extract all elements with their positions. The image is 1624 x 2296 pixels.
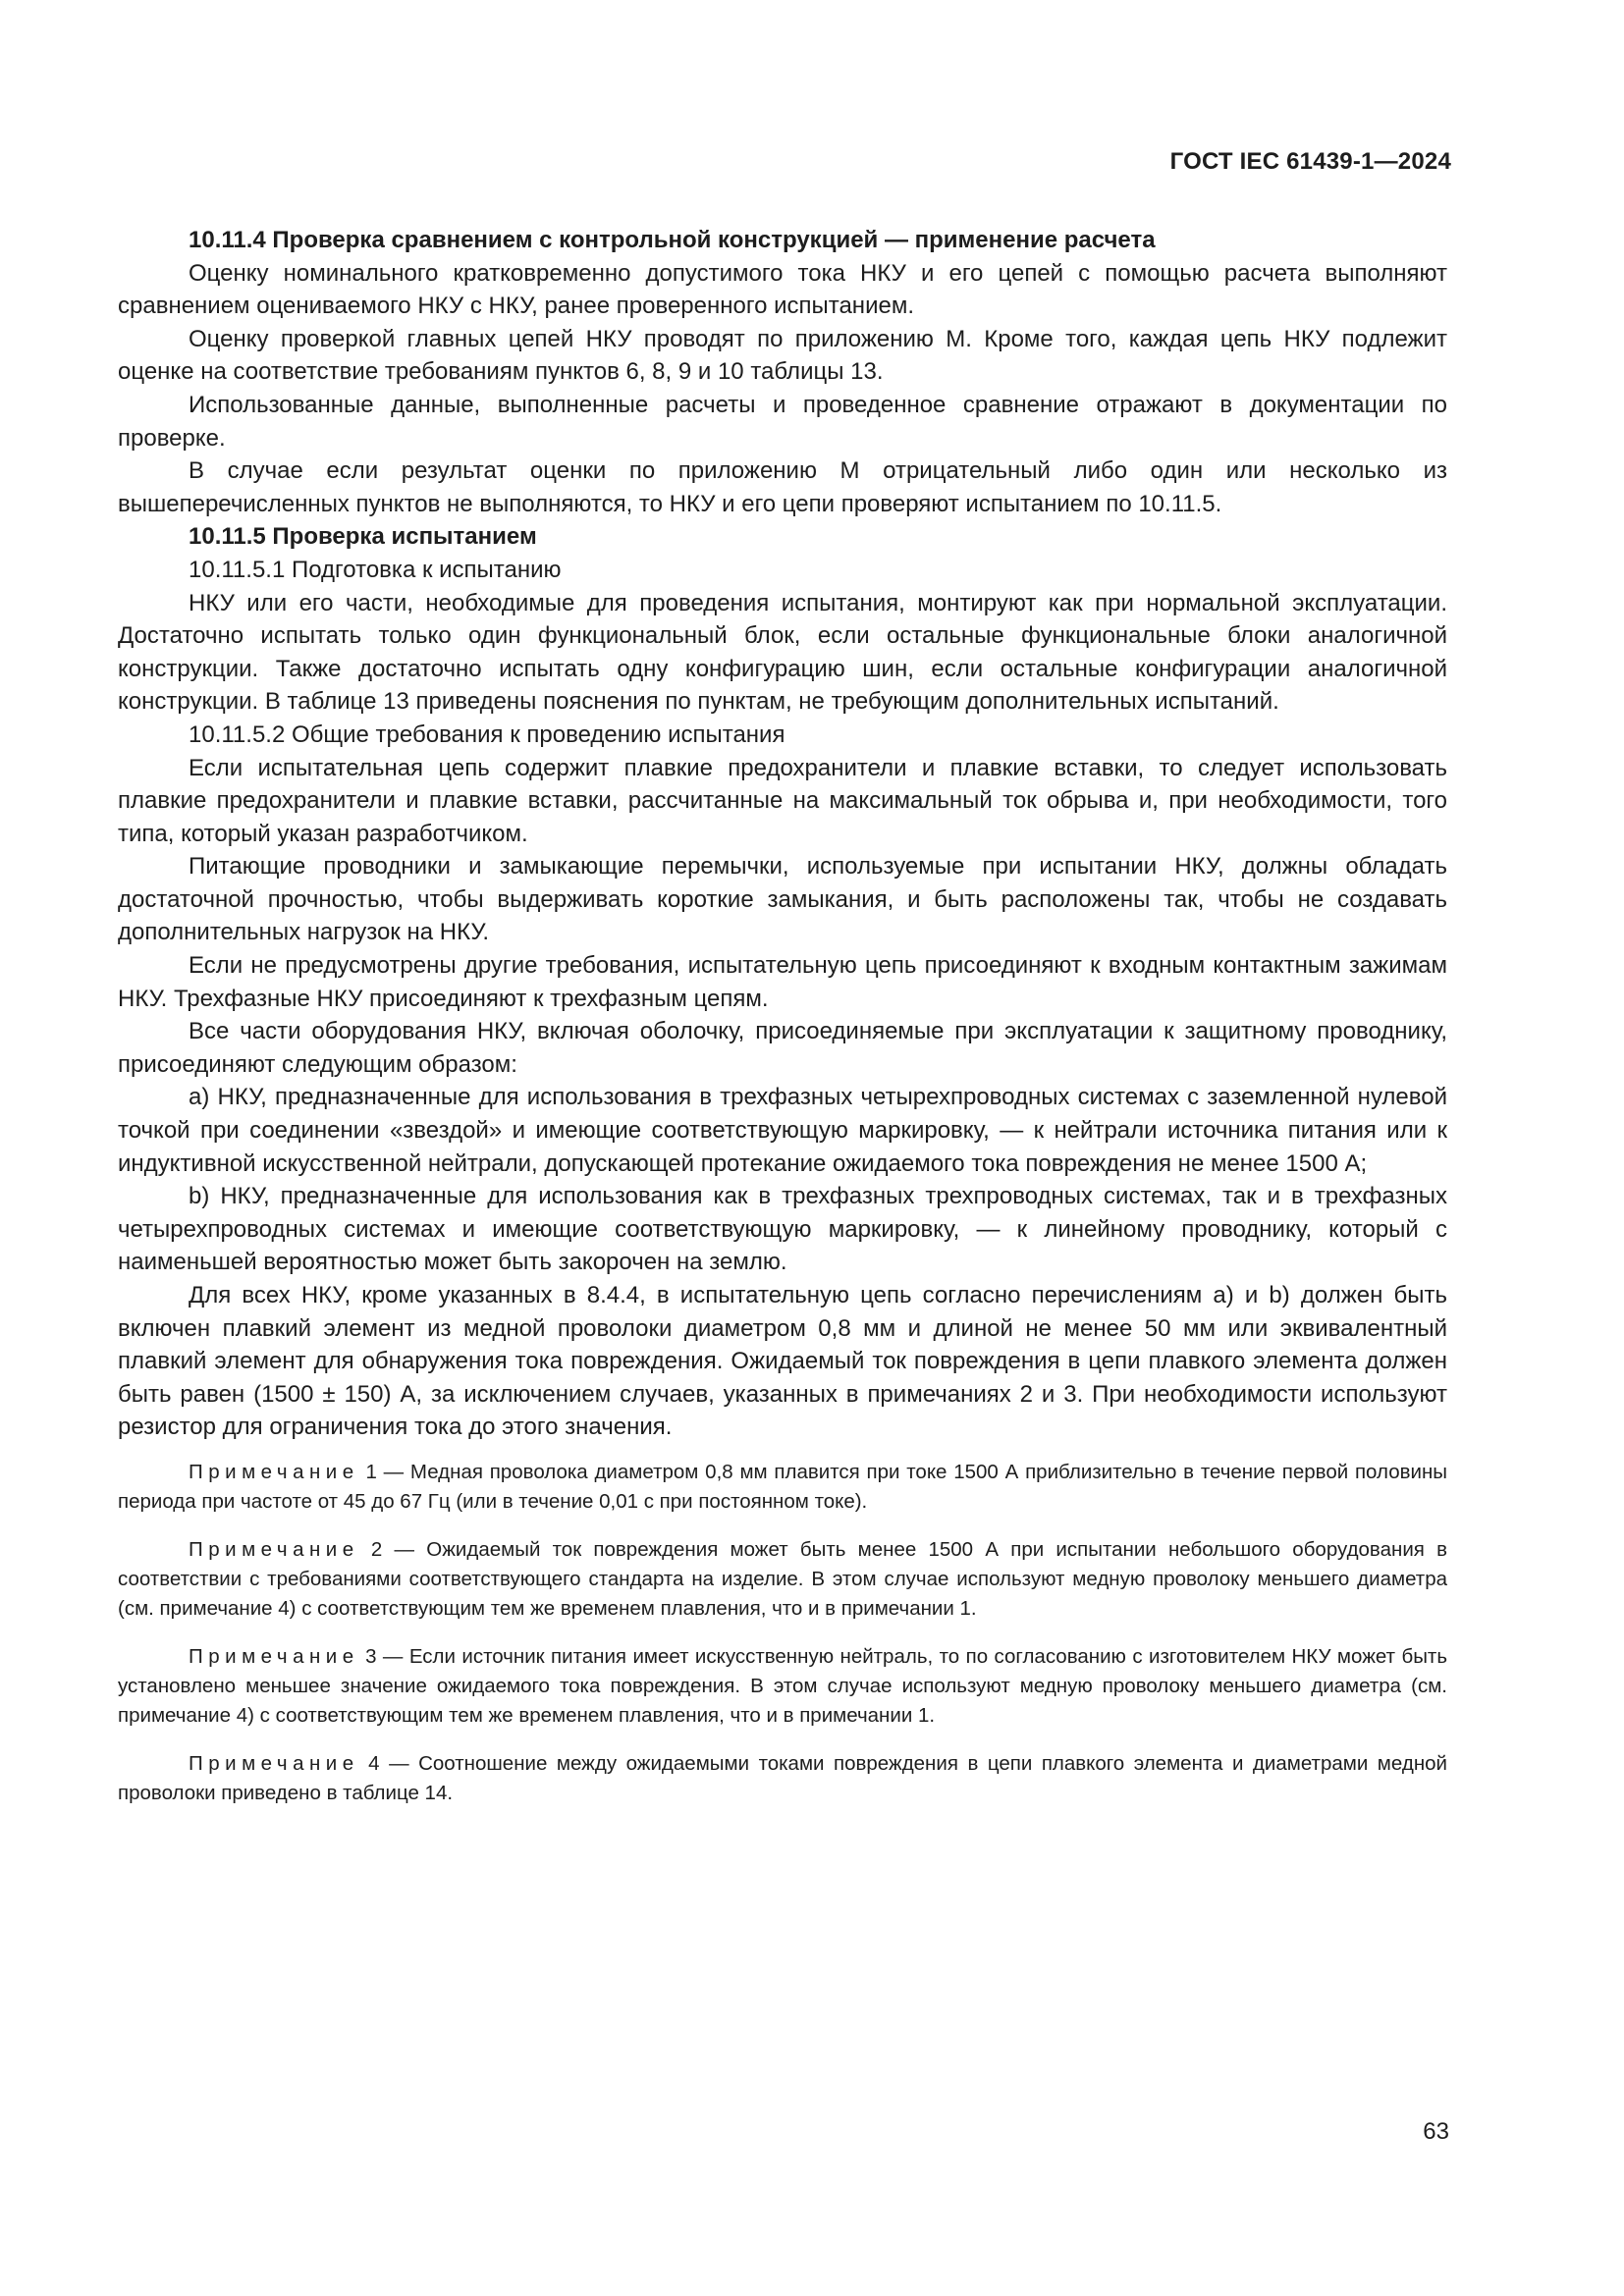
subsection-heading-10-11-5-2: 10.11.5.2 Общие требования к проведению испытания [189,721,785,748]
paragraph: Оценку номинального кратковременно допустимого тока НКУ и его цепей с помощью расчета выполняют сравнением оцениваемого НКУ с НКУ, ранее проверенного испытанием. [118,259,1447,320]
subsection-heading-10-11-5-1: 10.11.5.1 Подготовка к испытанию [189,556,562,583]
note-2 [118,1535,1447,1624]
paragraph: Использованные данные, выполненные расчеты и проведенное сравнение отражают в документации по проверке. [118,391,1447,452]
page-number: 63 [1423,2118,1449,2145]
note-1 [118,1458,1447,1517]
list-item-a: a) НКУ, предназначенные для использования в трехфазных четырехпроводных системах с заземленной нулевой точкой при соединении «звездой» и имеющие соответствующую маркировку, — к нейтрали источника питания или к индуктивной искусственной нейтрали, допускающей протекание ожидаемого тока повреждения не менее 1500 А; [118,1084,1447,1177]
section-heading-10-11-4: 10.11.4 Проверка сравнением с контрольной конструкцией — применение расчета [189,227,1156,253]
document-body [118,224,1447,1827]
note-4 [118,1749,1447,1808]
paragraph: Если не предусмотрены другие требования, испытательную цепь присоединяют к входным контактным зажимам НКУ. Трехфазные НКУ присоединяют к трехфазным цепям. [118,952,1447,1012]
note-label: Примечание [189,1644,359,1668]
note-3 [118,1642,1447,1731]
notes-block [118,1458,1447,1808]
paragraph: НКУ или его части, необходимые для проведения испытания, монтируют как при нормальной эксплуатации. Достаточно испытать только один функциональный блок, если остальные функциональные блоки аналогичной конструкции. Также достаточно испытать одну конфигурацию шин, если остальные конфигурации аналогичной конструкции. В таблице 13 приведены пояснения по пунктам, не требующим дополнительных испытаний. [118,589,1447,716]
note-text: 2 — Ожидаемый ток повреждения может быть менее 1500 А при испытании небольшого оборудования в соответствии с требованиями соответствующего стандарта на изделие. В этом случае используют медную проволоку меньшего диаметра (см. примечание 4) с соответствующим тем же временем плавления, что и в примечании 1. [118,1537,1447,1620]
paragraph: В случае если результат оценки по приложению М отрицательный либо один или несколько из вышеперечисленных пунктов не выполняются, то НКУ и его цепи проверяют испытанием по 10.11.5. [118,457,1447,517]
note-text: 4 — Соотношение между ожидаемыми токами повреждения в цепи плавкого элемента и диаметрами медной проволоки приведено в таблице 14. [118,1751,1447,1804]
paragraph: Питающие проводники и замыкающие перемычки, используемые при испытании НКУ, должны обладать достаточной прочностью, чтобы выдерживать короткие замыкания, и быть расположены так, чтобы не создавать дополнительных нагрузок на НКУ. [118,853,1447,946]
paragraph: Оценку проверкой главных цепей НКУ проводят по приложению М. Кроме того, каждая цепь НКУ подлежит оценке на соответствие требованиям пунктов 6, 8, 9 и 10 таблицы 13. [118,325,1447,386]
note-label: Примечание [189,1460,359,1483]
list-item-b: b) НКУ, предназначенные для использования как в трехфазных трехпроводных системах, так и в трехфазных четырехпроводных системах и имеющие соответствующую маркировку, — к линейному проводнику, который с наименьшей вероятностью может быть закорочен на землю. [118,1183,1447,1276]
note-label: Примечание [189,1751,359,1775]
note-text: 1 — Медная проволока диаметром 0,8 мм плавится при токе 1500 А приблизительно в течение первой половины периода при частоте от 45 до 67 Гц (или в течение 0,01 с при постоянном токе). [118,1460,1447,1513]
note-text: 3 — Если источник питания имеет искусственную нейтраль, то по согласованию с изготовителем НКУ может быть установлено меньшее значение ожидаемого тока повреждения. В этом случае используют медную проволоку меньшего диаметра (см. примечание 4) с соответствующим тем же временем плавления, что и в примечании 1. [118,1644,1447,1727]
section-heading-10-11-5: 10.11.5 Проверка испытанием [189,523,537,551]
standard-code-header: ГОСТ IEC 61439-1—2024 [1169,148,1451,175]
note-label: Примечание [189,1537,359,1561]
paragraph: Все части оборудования НКУ, включая оболочку, присоединяемые при эксплуатации к защитному проводнику, присоединяют следующим образом: [118,1018,1447,1078]
paragraph: Для всех НКУ, кроме указанных в 8.4.4, в испытательную цепь согласно перечислениям a) и b) должен быть включен плавкий элемент из медной проволоки диаметром 0,8 мм и длиной не менее 50 мм или эквивалентный плавкий элемент для обнаружения тока повреждения. Ожидаемый ток повреждения в цепи плавкого элемента должен быть равен (1500 ± 150) А, за исключением случаев, указанных в примечаниях 2 и 3. При необходимости используют резистор для ограничения тока до этого значения. [118,1282,1447,1441]
paragraph: Если испытательная цепь содержит плавкие предохранители и плавкие вставки, то следует использовать плавкие предохранители и плавкие вставки, рассчитанные на максимальный ток обрыва и, при необходимости, того типа, который указан разработчиком. [118,754,1447,847]
